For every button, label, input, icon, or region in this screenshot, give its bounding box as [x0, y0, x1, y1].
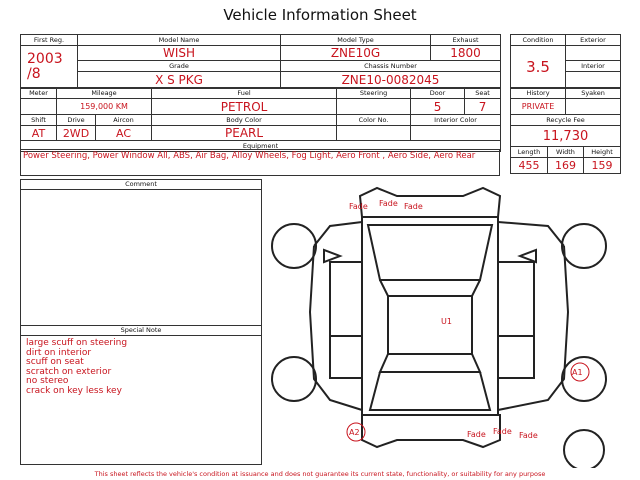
- right-rear-door: [498, 336, 534, 378]
- left-mirror: [324, 250, 340, 262]
- fade-mark: Fade: [467, 430, 486, 439]
- damage-mark-a1: A1: [572, 368, 583, 377]
- width-value: 169: [548, 158, 584, 174]
- model-type-label: Model Type: [281, 35, 431, 46]
- fade-mark: Fade: [349, 202, 368, 211]
- color-no-label: Color No.: [337, 115, 411, 126]
- damage-mark-a2: A2: [349, 428, 360, 437]
- syaken-value: [566, 99, 621, 115]
- syaken-label: Syaken: [566, 88, 621, 99]
- special-note-item: dirt on interior: [26, 347, 92, 358]
- condition-value: 3.5: [511, 46, 566, 89]
- height-value: 159: [584, 158, 621, 174]
- right-front-door: [498, 262, 534, 336]
- fuel-label: Fuel: [152, 88, 337, 99]
- seat-label: Seat: [465, 88, 501, 99]
- door-label: Door: [411, 88, 465, 99]
- door-value: 5: [411, 99, 465, 115]
- steering-label: Steering: [337, 88, 411, 99]
- car-body-outline: [362, 217, 498, 415]
- shift-value: AT: [21, 126, 57, 141]
- grade-value: X S PKG: [78, 72, 281, 89]
- special-note-item: no stereo: [26, 376, 69, 386]
- seat-value: 7: [465, 99, 501, 115]
- front-right-wheel: [562, 224, 606, 268]
- mileage-label: Mileage: [57, 88, 152, 99]
- sheet-title: Vehicle Information Sheet: [223, 6, 417, 24]
- fade-mark: Fade: [493, 427, 512, 436]
- body-color-value: PEARL: [152, 126, 337, 141]
- fade-mark: Fade: [379, 199, 398, 208]
- aircon-value: AC: [96, 126, 152, 141]
- rear-window: [380, 354, 480, 372]
- left-front-door: [330, 262, 362, 336]
- fade-mark: Fade: [404, 202, 423, 211]
- windshield: [380, 280, 480, 296]
- spare-wheel: [564, 430, 604, 468]
- special-note-item: large scuff on steering: [26, 338, 128, 348]
- fade-mark: Fade: [519, 431, 538, 440]
- special-note-item: scratch on exterior: [26, 366, 112, 377]
- height-label: Height: [584, 147, 621, 158]
- drive-label: Drive: [57, 115, 96, 126]
- chassis-value: ZNE10-0082045: [281, 72, 501, 89]
- first-reg-label: First Reg.: [21, 35, 78, 46]
- body-color-label: Body Color: [152, 115, 337, 126]
- special-note-label: Special Note: [21, 326, 261, 336]
- interior-color-value: [411, 126, 501, 141]
- interior-value: [566, 72, 621, 89]
- hood: [368, 225, 492, 280]
- exterior-value: [566, 46, 621, 61]
- history-table: [510, 87, 621, 174]
- special-note-list: [21, 336, 261, 396]
- grade-label: Grade: [78, 61, 281, 72]
- vehicle-spec-table: [20, 87, 501, 152]
- exhaust-label: Exhaust: [431, 35, 501, 46]
- width-label: Width: [548, 147, 584, 158]
- model-type-value: ZNE10G: [281, 46, 431, 61]
- first-reg-value: [21, 46, 78, 89]
- front-left-wheel: [272, 224, 316, 268]
- equipment-label: Equipment: [21, 141, 501, 152]
- recycle-value: 11,730: [511, 126, 621, 147]
- condition-table: [510, 34, 621, 89]
- interior-color-label: Interior Color: [411, 115, 501, 126]
- left-side-panel: [310, 222, 362, 410]
- comment-label: Comment: [21, 180, 261, 190]
- shift-label: Shift: [21, 115, 57, 126]
- model-name-label: Model Name: [78, 35, 281, 46]
- first-reg-month: /8: [27, 66, 41, 82]
- steering-value: [337, 99, 411, 115]
- history-label: History: [511, 88, 566, 99]
- comment-panel: [20, 179, 262, 326]
- exterior-label: Exterior: [566, 35, 621, 46]
- special-note-panel: [20, 325, 262, 465]
- length-label: Length: [511, 147, 548, 158]
- right-mirror: [520, 250, 536, 262]
- roof: [388, 296, 472, 354]
- recycle-label: Recycle Fee: [511, 115, 621, 126]
- fuel-value: PETROL: [152, 99, 337, 115]
- special-note-item: crack on key less key: [26, 385, 122, 396]
- interior-label: Interior: [566, 61, 621, 72]
- condition-label: Condition: [511, 35, 566, 46]
- special-note-item: scuff on seat: [26, 357, 84, 367]
- rear-left-wheel: [272, 357, 316, 401]
- model-name-value: WISH: [78, 46, 281, 61]
- history-value: PRIVATE: [511, 99, 566, 115]
- tailgate: [370, 372, 490, 410]
- meter-label: Meter: [21, 88, 57, 99]
- exhaust-value: 1800: [431, 46, 501, 61]
- left-rear-door: [330, 336, 362, 378]
- mileage-value: 159,000 KM: [57, 99, 152, 115]
- meter-value: [21, 99, 57, 115]
- aircon-label: Aircon: [96, 115, 152, 126]
- chassis-label: Chassis Number: [281, 61, 501, 72]
- equipment-text: Power Steering, Power Window All, ABS, Air Bag, Alloy Wheels, Fog Light, Aero Front , Aero Side, Aero Rear: [20, 149, 500, 176]
- color-no-value: [337, 126, 411, 141]
- length-value: 455: [511, 158, 548, 174]
- first-reg-year: 2003: [27, 51, 63, 67]
- car-damage-diagram: [270, 185, 625, 468]
- damage-mark-u1: U1: [441, 317, 452, 326]
- vehicle-id-table: [20, 34, 501, 89]
- disclaimer-footer: This sheet reflects the vehicle's condition at issuance and does not guarantee its current state, functionality, or suitability for any purpose: [94, 470, 546, 478]
- drive-value: 2WD: [57, 126, 96, 141]
